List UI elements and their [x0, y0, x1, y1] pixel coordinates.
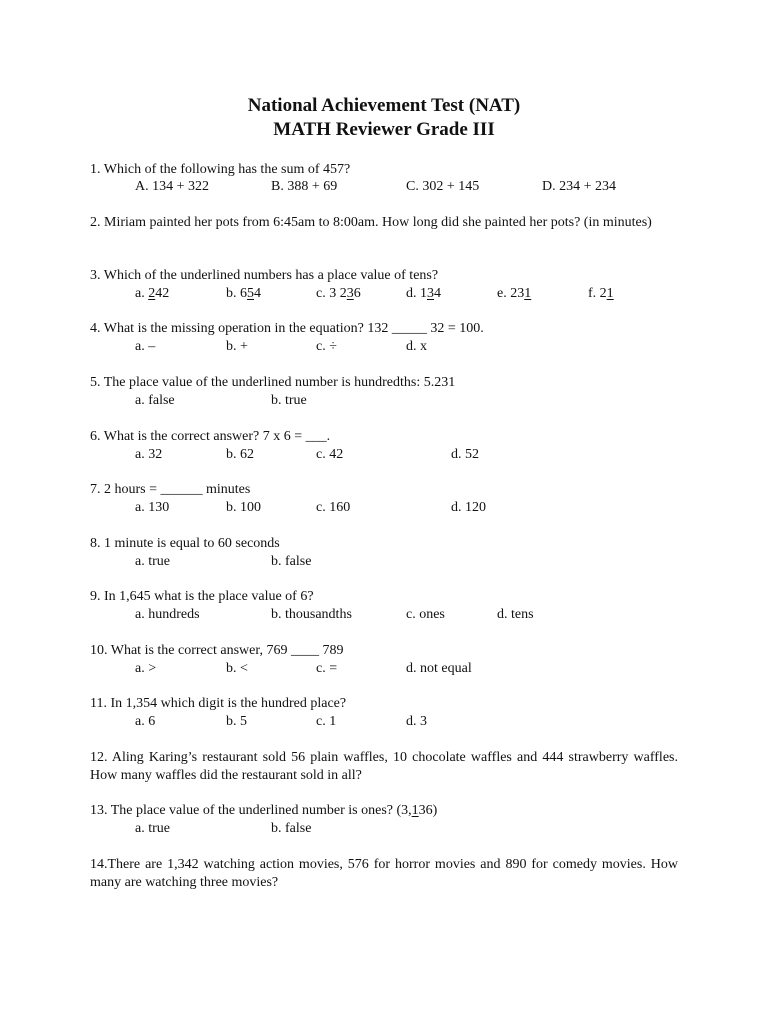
option-d: d. 52: [451, 447, 479, 462]
option-a: a. 6: [135, 714, 156, 729]
option-b: b. true: [271, 393, 307, 408]
option-a: a. >: [135, 661, 157, 676]
question-7: 7. 2 hours = ______ minutes: [90, 482, 251, 497]
option-b: b. +: [226, 339, 248, 354]
page-subtitle: MATH Reviewer Grade III: [273, 119, 495, 140]
underlined-digit: 3: [427, 286, 434, 301]
question-11: 11. In 1,354 which digit is the hundred place?: [90, 696, 347, 711]
question-8: 8. 1 minute is equal to 60 seconds: [90, 536, 280, 551]
option-c: c. ÷: [316, 339, 337, 354]
option-a: a. 32: [135, 447, 163, 462]
underlined-digit: 1: [524, 286, 532, 301]
underlined-digit: 1: [606, 286, 614, 301]
option-b: b. <: [226, 661, 248, 676]
option-e: e. 231: [497, 286, 532, 301]
question-12: 12. Aling Karing’s restaurant sold 56 plain waffles, 10 chocolate waffles and 444 strawberry waffles. How many waffles did the restaurant sold in all?: [90, 750, 678, 783]
option-a: a. hundreds: [135, 607, 200, 622]
question-14: 14.There are 1,342 watching action movies, 576 for horror movies and 890 for comedy movies. How many are watching three movies?: [90, 857, 678, 890]
option-b: b. thousandths: [271, 607, 352, 622]
option-b: b. 5: [226, 714, 247, 729]
underlined-digit: 5: [247, 286, 254, 301]
option-b: b. false: [271, 554, 312, 569]
option-a: a. true: [135, 821, 170, 836]
question-5: 5. The place value of the underlined number is hundredths: 5.231: [90, 375, 456, 390]
option-c: c. ones: [406, 607, 445, 622]
question-6: 6. What is the correct answer? 7 x 6 = ___.: [90, 429, 331, 444]
option-d: d. tens: [497, 607, 534, 622]
option-d: d. 134: [406, 286, 441, 301]
option-c: c. 3 236: [316, 286, 361, 301]
question-3: 3. Which of the underlined numbers has a place value of tens?: [90, 268, 439, 283]
question-4: 4. What is the missing operation in the equation? 132 _____ 32 = 100.: [90, 321, 484, 336]
option-a: a. false: [135, 393, 175, 408]
option-c: C. 302 + 145: [406, 179, 480, 194]
option-c: c. 1: [316, 714, 337, 729]
option-b: b. 100: [226, 500, 261, 515]
option-a: a. –: [135, 339, 156, 354]
question-10: 10. What is the correct answer, 769 ____ 789: [90, 643, 344, 658]
option-d: d. not equal: [406, 661, 472, 676]
option-b: b. 62: [226, 447, 254, 462]
question-1: 1. Which of the following has the sum of 457?: [90, 162, 351, 177]
option-b: b. false: [271, 821, 312, 836]
option-b: B. 388 + 69: [271, 179, 338, 194]
question-13: 13. The place value of the underlined number is ones? (3,136): [90, 803, 438, 818]
question-9: 9. In 1,645 what is the place value of 6?: [90, 589, 314, 604]
question-2: 2. Miriam painted her pots from 6:45am to 8:00am. How long did she painted her pots? (in minutes): [90, 215, 652, 230]
option-d: d. 3: [406, 714, 427, 729]
underlined-digit: 2: [148, 286, 156, 301]
page-title: National Achievement Test (NAT): [247, 95, 521, 116]
underlined-digit: 1: [411, 803, 419, 818]
option-c: c. 160: [316, 500, 351, 515]
option-d: d. 120: [451, 500, 486, 515]
option-f: f. 21: [588, 286, 614, 301]
option-d: D. 234 + 234: [542, 179, 617, 194]
option-a: a. 242: [135, 286, 170, 301]
option-a: a. true: [135, 554, 170, 569]
option-a: a. 130: [135, 500, 170, 515]
option-c: c. =: [316, 661, 338, 676]
underlined-digit: 3: [346, 286, 354, 301]
option-a: A. 134 + 322: [135, 179, 210, 194]
option-d: d. x: [406, 339, 427, 354]
option-b: b. 654: [226, 286, 261, 301]
option-c: c. 42: [316, 447, 344, 462]
